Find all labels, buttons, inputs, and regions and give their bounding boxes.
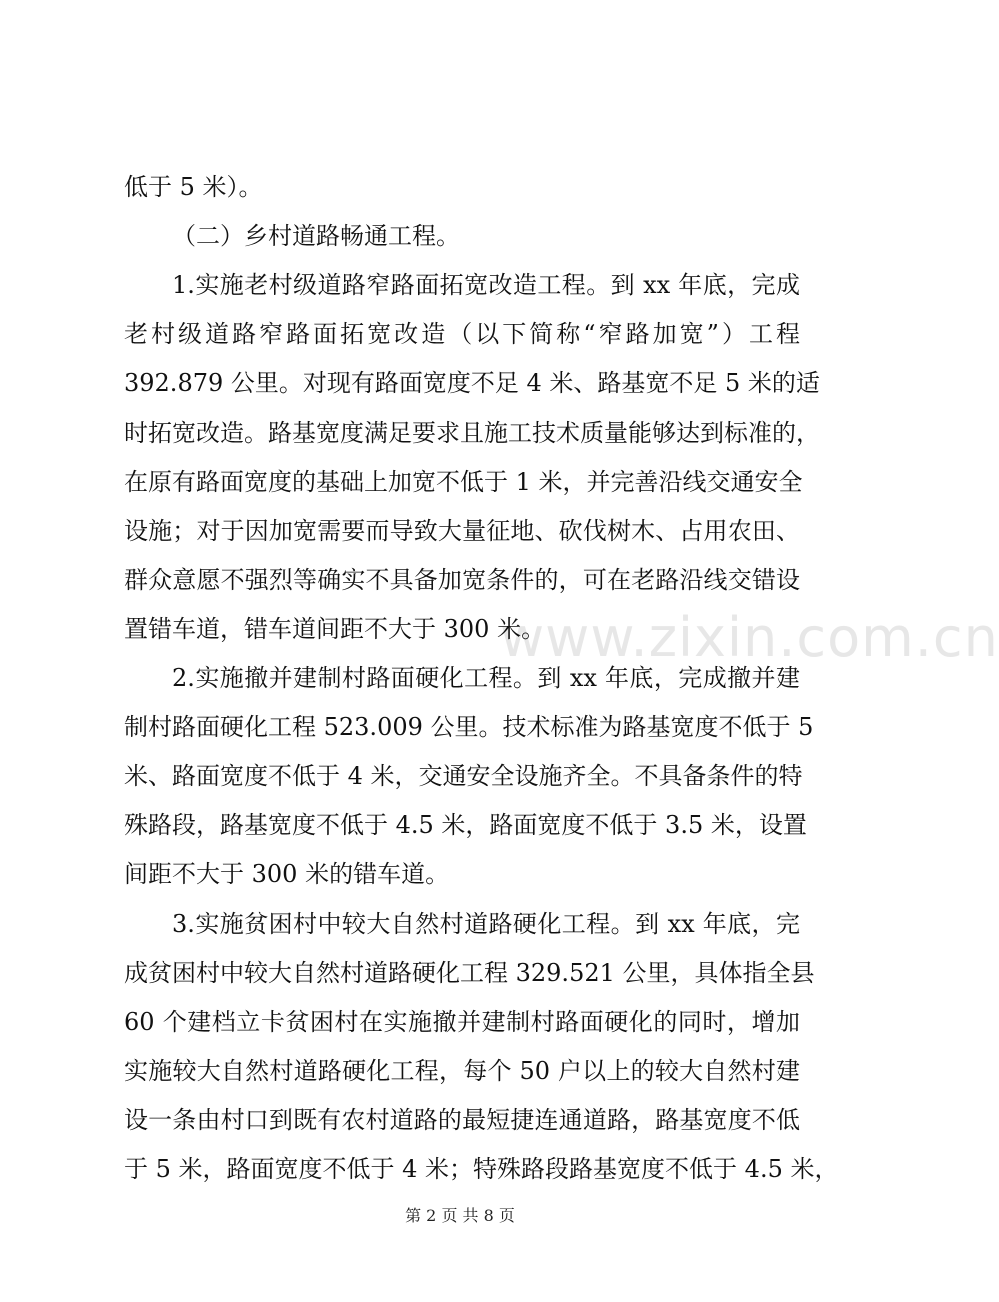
section-heading: （二）乡村道路畅通工程。 — [172, 222, 460, 250]
text-line: 群众意愿不强烈等确实不具备加宽条件的，可在老路沿线交错设 — [124, 566, 800, 594]
text-line: 殊路段，路基宽度不低于 4.5 米，路面宽度不低于 3.5 米，设置 — [124, 811, 807, 839]
text-line: 60 个建档立卡贫困村在实施撤并建制村路面硬化的同时，增加 — [124, 1008, 800, 1036]
text-line: 2.实施撤并建制村路面硬化工程。到 xx 年底，完成撤并建 — [172, 664, 800, 692]
watermark: www.zixin.com.cn — [500, 606, 999, 669]
text-line: 制村路面硬化工程 523.009 公里。技术标准为路基宽度不低于 5 — [124, 713, 814, 741]
text-line: 实施较大自然村道路硬化工程，每个 50 户以上的较大自然村建 — [124, 1057, 800, 1085]
text-line: 1.实施老村级道路窄路面拓宽改造工程。到 xx 年底，完成 — [172, 271, 800, 299]
text-line: 于 5 米，路面宽度不低于 4 米；特殊路段路基宽度不低于 4.5 米， — [124, 1155, 839, 1183]
text-line: 成贫困村中较大自然村道路硬化工程 329.521 公里，具体指全县 — [124, 959, 815, 987]
text-line: 设一条由村口到既有农村道路的最短捷连通道路，路基宽度不低 — [124, 1106, 800, 1134]
text-line: 在原有路面宽度的基础上加宽不低于 1 米，并完善沿线交通安全 — [124, 468, 803, 496]
text-line: 老村级道路窄路面拓宽改造（以下简称“窄路加宽”）工程 — [124, 320, 800, 348]
text-line: 时拓宽改造。路基宽度满足要求且施工技术质量能够达到标准的， — [124, 419, 820, 447]
text-line: 米、路面宽度不低于 4 米，交通安全设施齐全。不具备条件的特 — [124, 762, 803, 790]
text-line: 间距不大于 300 米的错车道。 — [124, 860, 450, 888]
text-line: 3.实施贫困村中较大自然村道路硬化工程。到 xx 年底，完 — [172, 910, 800, 938]
text-line: 392.879 公里。对现有路面宽度不足 4 米、路基宽不足 5 米的适 — [124, 369, 820, 397]
text-line: 置错车道，错车道间距不大于 300 米。 — [124, 615, 546, 643]
text-line: 设施；对于因加宽需要而导致大量征地、砍伐树木、占用农田、 — [124, 517, 800, 545]
page-footer: 第 2 页 共 8 页 — [405, 1206, 515, 1225]
text-line: 低于 5 米）。 — [124, 173, 263, 201]
